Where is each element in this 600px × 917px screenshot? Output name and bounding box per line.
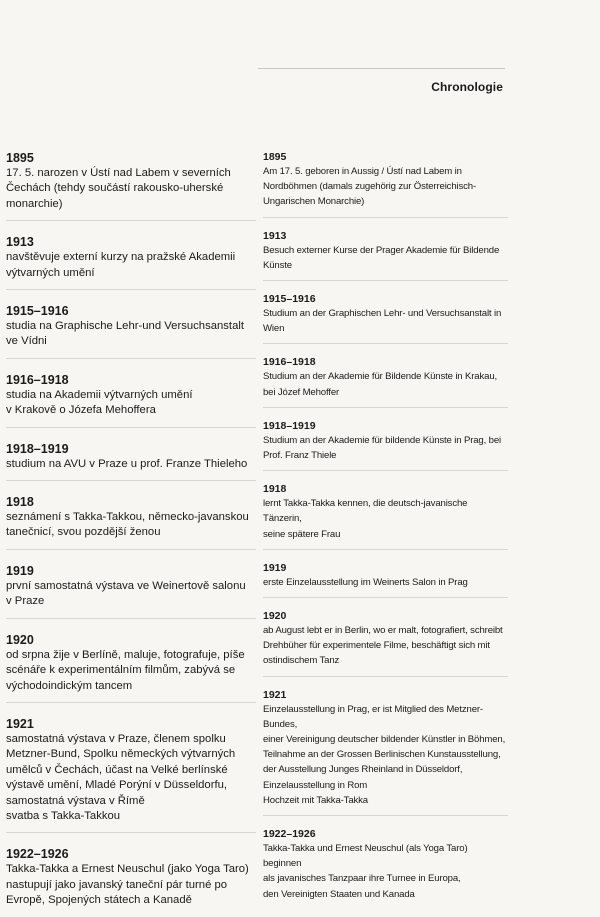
german-entry-year: 1915–1916: [263, 293, 316, 306]
german-entry-year: 1919: [263, 561, 287, 574]
german-entry-year: 1895: [263, 151, 287, 163]
german-divider: [263, 676, 508, 677]
czech-entry: [6, 150, 256, 220]
german-entry: [263, 292, 508, 343]
czech-entry-text: Takka-Takka a Ernest Neuschul (jako Yoga Taro) nastupují jako javanský taneční pár turné po Evropě, Spojených státech a Kanadě: [6, 863, 249, 907]
czech-entry: [6, 234, 256, 289]
german-entry: [263, 419, 508, 470]
german-divider: [263, 597, 508, 598]
german-entry-text: Einzelausstellung in Prag, er ist Mitglied des Metzner-Bundes, einer Vereinigung deutscher bildender Künstler in Böhmen, Teilnahme an der Grossen Berlinischen Kunstausstellung, der Ausstellung Junges Rheinland in Düsseldorf, Einzelausstellung in Rom Hochzeit mit Takka-Takka: [263, 703, 506, 806]
czech-entry: [6, 441, 256, 480]
german-divider: [263, 470, 508, 471]
czech-divider: [6, 832, 256, 833]
czech-divider: [6, 549, 256, 550]
german-entry-text: erste Einzelausstellung im Weinerts Salon in Prag: [263, 576, 468, 588]
czech-entry-year: 1920: [6, 632, 34, 647]
czech-entry-year: 1913: [6, 235, 34, 250]
page-title: Chronologie: [431, 80, 503, 94]
czech-entry-year: 1918–1919: [6, 441, 69, 456]
czech-entry-text: první samostatná výstava ve Weinertově salonu v Praze: [6, 579, 246, 608]
czech-entry-year: 1921: [6, 716, 34, 731]
german-entry-text: ab August lebt er in Berlin, wo er malt, fotografiert, schreibt Drehbüher für experimentele Filme, beschäftigt sich mit ostindischem Tanz: [263, 625, 503, 667]
czech-divider: [6, 702, 256, 703]
german-entry-text: Studium an der Akademie für bildende Künste in Prag, bei Prof. Franz Thiele: [263, 434, 501, 462]
german-entry: [263, 609, 508, 676]
german-entry: [263, 827, 508, 909]
german-divider: [263, 815, 508, 816]
czech-entry-text: samostatná výstava v Praze, členem spolku Metzner-Bund, Spolku německých výtvarných umělců v Čechách, účast na Velké berlínské výstavě umění, Mladé Porýní v Düsseldorfu, samostatná výstava v Římě svatba s Takka-Takkou: [6, 732, 236, 822]
czech-entry-text: 17. 5. narozen v Ústí nad Labem v severních Čechách (tehdy součástí rakousko-uherské monarchie): [6, 167, 231, 210]
czech-entry-text: od srpna žije v Berlíně, maluje, fotografuje, píše scénáře k experimentálním filmům, zabývá se východoindickým tancem: [6, 648, 245, 692]
czech-entry-text: studia na Graphische Lehr-und Versuchsanstalt ve Vídni: [6, 320, 245, 348]
czech-entry-year: 1915–1916: [6, 304, 69, 319]
czech-entry-text: navštěvuje externí kurzy na pražské Akademii výtvarných umění: [6, 251, 236, 279]
czech-entry-year: 1916–1918: [6, 372, 69, 387]
czech-divider: [6, 358, 256, 359]
czech-entry: [6, 563, 256, 618]
german-entry-text: Takka-Takka und Ernest Neuschul (als Yoga Taro) beginnen als javanisches Tanzpaar ihre Turnee in Europa, den Vereinigten Staaten und Kanada: [263, 843, 468, 900]
german-entry-year: 1920: [263, 610, 287, 623]
czech-entry: [6, 846, 256, 916]
czech-entry-year: 1922–1926: [6, 847, 69, 862]
header-rule: [258, 68, 505, 69]
german-entry-text: Studium an der Graphischen Lehr- und Versuchsanstalt in Wien: [263, 308, 502, 335]
czech-divider: [6, 289, 256, 290]
german-entry-year: 1918–1919: [263, 419, 316, 432]
czech-divider: [6, 618, 256, 619]
czech-entry-text: seznámení s Takka-Takkou, německo-javanskou tanečnicí, svou pozdější ženou: [6, 511, 249, 539]
german-divider: [263, 343, 508, 344]
german-entry-year: 1922–1926: [263, 828, 316, 841]
czech-entry: [6, 716, 256, 832]
czech-column: [6, 150, 256, 917]
german-divider: [263, 549, 508, 550]
german-entry-year: 1918: [263, 483, 287, 496]
german-divider: [263, 280, 508, 281]
czech-entry: [6, 303, 256, 358]
german-entry-year: 1921: [263, 688, 287, 701]
german-entry: [263, 355, 508, 406]
german-column: [263, 150, 508, 909]
czech-entry: [6, 494, 256, 549]
czech-entry: [6, 372, 256, 427]
czech-entry-year: 1919: [6, 563, 34, 578]
german-entry-text: Am 17. 5. geboren in Aussig / Ústí nad Labem in Nordböhmen (damals zugehörig zur Österreichisch- Ungarischen Monarchie): [263, 166, 477, 208]
german-entry: [263, 150, 508, 217]
german-divider: [263, 217, 508, 218]
czech-entry-text: studia na Akademii výtvarných umění v Krakově o Józefa Mehoffera: [6, 388, 193, 417]
czech-entry: [6, 632, 256, 702]
czech-divider: [6, 480, 256, 481]
german-entry: [263, 229, 508, 280]
german-entry: [263, 688, 508, 815]
german-divider: [263, 407, 508, 408]
german-entry-year: 1916–1918: [263, 356, 316, 369]
czech-entry-year: 1895: [6, 151, 34, 165]
german-entry: [263, 561, 508, 597]
german-entry-text: Studium an der Akademie für Bildende Künste in Krakau, bei Józef Mehoffer: [263, 371, 498, 398]
german-entry-text: lernt Takka-Takka kennen, die deutsch-javanische Tänzerin, seine spätere Frau: [263, 498, 468, 540]
german-entry-text: Besuch externer Kurse der Prager Akademie für Bildende Künste: [263, 244, 500, 271]
czech-entry-year: 1918: [6, 495, 34, 510]
czech-entry-text: studium na AVU v Praze u prof. Franze Thieleho: [6, 457, 248, 470]
czech-divider: [6, 220, 256, 221]
czech-divider: [6, 427, 256, 428]
german-entry: [263, 482, 508, 549]
german-entry-year: 1913: [263, 229, 287, 242]
